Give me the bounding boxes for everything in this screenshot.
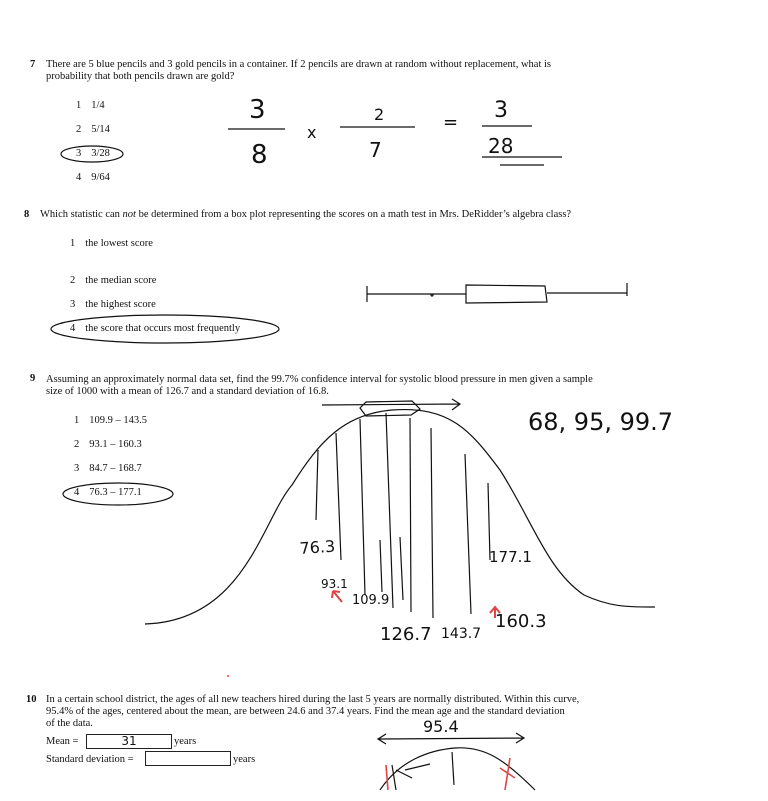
q9-text-line1: Assuming an approximately normal data set, find the 99.7% confidence interval for systolic blood pressure in men given a sample xyxy=(46,374,593,385)
q8-choice-1[interactable] xyxy=(70,238,163,249)
q7-text-line1: There are 5 blue pencils and 3 gold pencils in a container. If 2 pencils are drawn at random without replacement, what is xyxy=(46,59,551,70)
q7-text-line2: probability that both pencils drawn are gold? xyxy=(46,71,235,82)
choice-number: 4 xyxy=(76,172,82,183)
choice-text: 93.1 – 160.3 xyxy=(89,439,142,450)
q7-choice-3[interactable] xyxy=(76,148,120,159)
q9-choice-4[interactable] xyxy=(74,487,152,498)
choice-text: 5/14 xyxy=(91,124,110,135)
choice-text: 84.7 – 168.7 xyxy=(89,463,142,474)
choice-text: the score that occurs most frequently xyxy=(85,323,241,334)
box-plot-sketch xyxy=(367,283,627,303)
choice-number: 3 xyxy=(76,148,82,159)
mean-input[interactable]: 31 xyxy=(86,734,172,749)
q10-text-line3: of the data. xyxy=(46,718,93,729)
mean-label: Mean = xyxy=(46,736,79,747)
q7-frac1-num: 3 xyxy=(249,95,266,125)
q9-label-r3: 177.1 xyxy=(489,548,532,566)
q10-pct-label: 95.4 xyxy=(423,717,459,736)
q7-number: 7 xyxy=(30,59,36,70)
q8-choice-2[interactable] xyxy=(70,275,166,286)
q9-label-r1: 143.7 xyxy=(441,626,482,642)
choice-number: 3 xyxy=(74,463,80,474)
q8-choice-4[interactable] xyxy=(70,323,250,334)
choice-number: 2 xyxy=(76,124,82,135)
choice-text: the lowest score xyxy=(85,238,153,249)
q10-curve-sketch xyxy=(378,733,535,790)
q9-label-l2: 93.1 xyxy=(321,577,348,591)
q9-label-l1: 109.9 xyxy=(352,593,390,608)
choice-text: 1/4 xyxy=(91,100,105,111)
q9-label-r2: 160.3 xyxy=(495,611,547,632)
q8-text-after: be determined from a box plot representing the scores on a math test in Mrs. DeRidder’s algebra class? xyxy=(135,209,572,220)
mean-unit: years xyxy=(174,736,197,747)
q7-result-den: 28 xyxy=(488,134,514,158)
q10-red-marks xyxy=(386,758,515,790)
q7-times: x xyxy=(307,123,317,142)
q10-text-line2: 95.4% of the ages, centered about the mean, are between 24.6 and 37.4 years. Find the mean age and the standard deviation xyxy=(46,706,565,717)
choice-number: 2 xyxy=(74,439,80,450)
q7-frac1-den: 8 xyxy=(251,140,268,170)
q8-text xyxy=(40,209,571,220)
normal-curve-sketch xyxy=(145,399,655,624)
q7-result-num: 3 xyxy=(494,98,508,123)
choice-text: 9/64 xyxy=(91,172,110,183)
q8-text-before: Which statistic can xyxy=(40,209,123,220)
choice-text: 109.9 – 143.5 xyxy=(89,415,147,426)
q9-rule: 68, 95, 99.7 xyxy=(528,408,674,436)
choice-number: 4 xyxy=(74,487,80,498)
choice-number: 1 xyxy=(74,415,80,426)
q9-choice-3[interactable] xyxy=(74,463,152,474)
q9-arrow-left xyxy=(332,591,342,602)
q8-number: 8 xyxy=(24,209,30,220)
q9-label-mean: 126.7 xyxy=(380,624,432,645)
q7-frac2-den: 7 xyxy=(369,138,382,162)
choice-number: 2 xyxy=(70,275,76,286)
q7-choice-4[interactable] xyxy=(76,172,120,183)
choice-text: 76.3 – 177.1 xyxy=(89,487,142,498)
sd-input[interactable] xyxy=(145,751,231,766)
stray-mark xyxy=(227,675,229,677)
q9-text-line2: size of 1000 with a mean of 126.7 and a standard deviation of 16.8. xyxy=(46,386,329,397)
choice-number: 3 xyxy=(70,299,76,310)
q9-choice-1[interactable] xyxy=(74,415,157,426)
q7-choice-2[interactable] xyxy=(76,124,120,135)
q7-frac2-num: 2 xyxy=(374,105,385,124)
sd-label: Standard deviation = xyxy=(46,754,134,765)
q7-equals: = xyxy=(443,112,459,133)
choice-text: the highest score xyxy=(85,299,156,310)
sd-unit: years xyxy=(233,754,256,765)
q7-choice-1[interactable] xyxy=(76,100,115,111)
q9-number: 9 xyxy=(30,373,36,384)
q9-choice-2[interactable] xyxy=(74,439,152,450)
choice-number: 4 xyxy=(70,323,76,334)
q9-arrow-right xyxy=(490,607,500,618)
choice-text: the median score xyxy=(85,275,157,286)
q8-choice-3[interactable] xyxy=(70,299,166,310)
choice-text: 3/28 xyxy=(91,148,110,159)
q10-text-line1: In a certain school district, the ages of all new teachers hired during the last 5 years are normally distributed. Within this curve, xyxy=(46,694,580,705)
q9-label-l3: 76.3 xyxy=(298,536,336,558)
q10-number: 10 xyxy=(26,694,37,705)
choice-number: 1 xyxy=(70,238,76,249)
choice-number: 1 xyxy=(76,100,82,111)
q8-text-em: not xyxy=(122,209,136,220)
